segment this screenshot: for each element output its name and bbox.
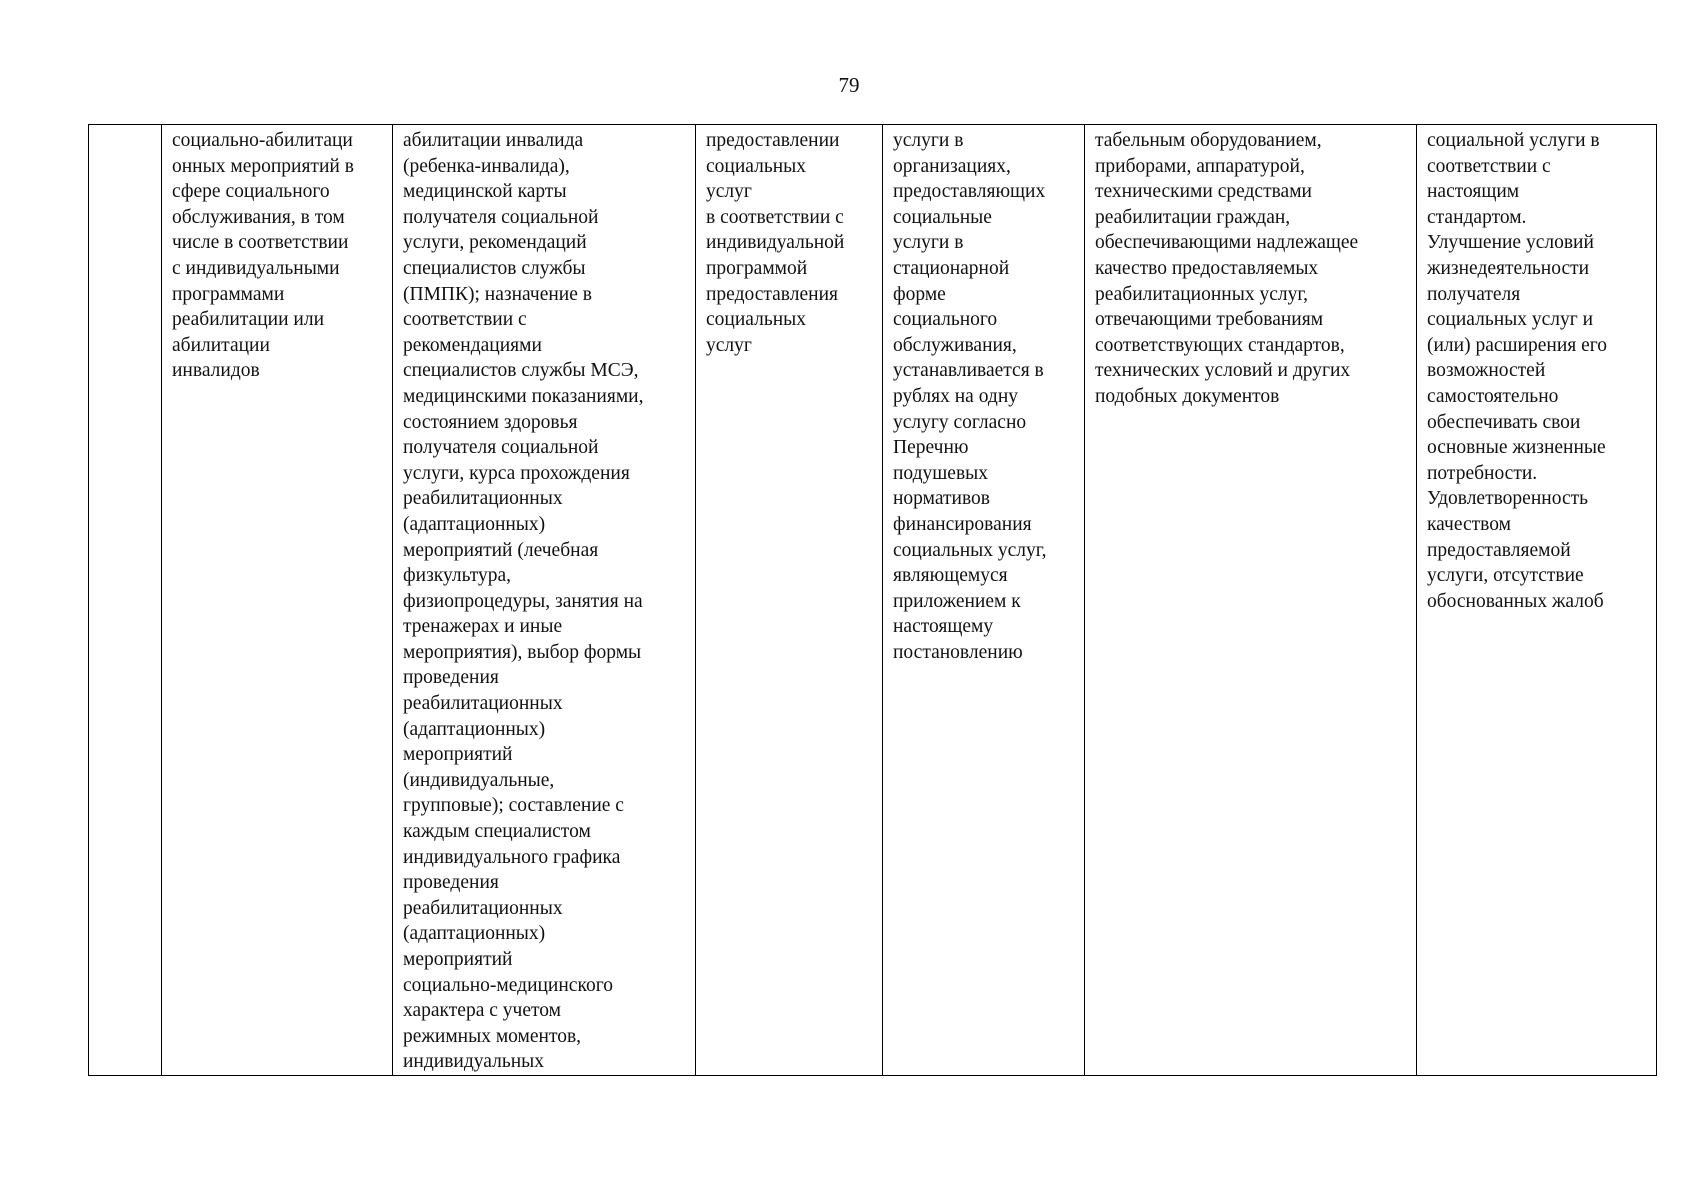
cell-service-cost: услуги в организациях, предоставляющих социальные услуги в стационарной форме социального обслуживания, устанавливается в рублях на одну услугу согласно Перечню подушевых нормативов финансирования социальных услуг, являющемуся приложением к настоящему постановлению	[883, 125, 1085, 1076]
service-standard-table	[88, 124, 1657, 1076]
cell-service-name: социально-абилитаци онных мероприятий в сфере социального обслуживания, в том числе в соответствии с индивидуальными программами реабилитации или абилитации инвалидов	[162, 125, 393, 1076]
page-number: 79	[838, 73, 860, 97]
cell-quality-indicators: социальной услуги в соответствии с настоящим стандартом. Улучшение условий жизнедеятельности получателя социальных услуг и (или) расширения его возможностей самостоятельно обеспечивать свои основные жизненные потребности. Удовлетворенность качеством предоставляемой услуги, отсутствие обоснованных жалоб	[1417, 125, 1657, 1076]
table-row	[89, 125, 1657, 1076]
cell-service-description: абилитации инвалида (ребенка-инвалида), медицинской карты получателя социальной услуги, рекомендаций специалистов службы (ПМПК); назначение в соответствии с рекомендациями специалистов службы МСЭ, медицинскими показаниями, состоянием здоровья получателя социальной услуги, курса прохождения реабилитационных (адаптационных) мероприятий (лечебная физкультура, физиопроцедуры, занятия на тренажерах и иные мероприятия), выбор формы проведения реабилитационных (адаптационных) мероприятий (индивидуальные, групповые); составление с каждым специалистом индивидуального графика проведения реабилитационных (адаптационных) мероприятий социально-медицинского характера с учетом режимных моментов, индивидуальных	[393, 125, 696, 1076]
cell-service-timing: предоставлении социальных услуг в соответствии с индивидуальной программой предоставления социальных услуг	[696, 125, 883, 1076]
cell-number	[89, 125, 162, 1076]
cell-service-conditions: табельным оборудованием, приборами, аппаратурой, техническими средствами реабилитации граждан, обеспечивающими надлежащее качество предоставляемых реабилитационных услуг, отвечающими требованиям соответствующих стандартов, технических условий и других подобных документов	[1085, 125, 1417, 1076]
